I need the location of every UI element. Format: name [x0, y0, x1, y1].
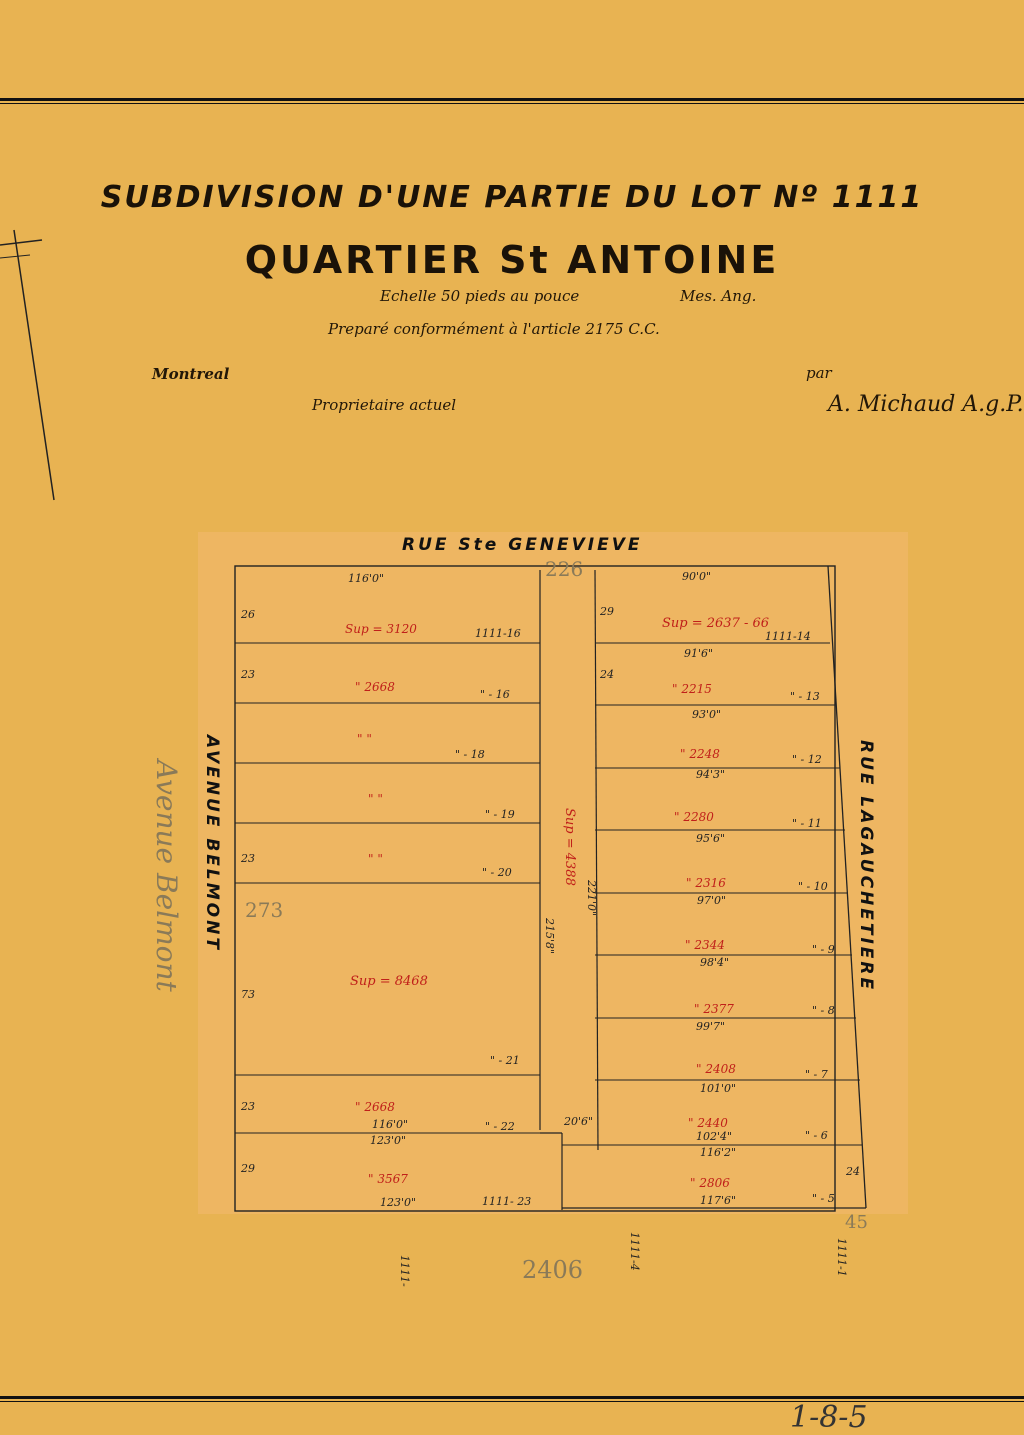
lane-dim3: 20'6" [564, 1115, 594, 1128]
lot-width: 23 [241, 1100, 255, 1113]
par-label: par [806, 364, 832, 382]
lot-sup: " " [368, 792, 383, 806]
lot-id: " - 16 [480, 688, 510, 701]
lot-id: " - 8 [812, 1004, 835, 1017]
bottom-left-dim: 123'0" [380, 1196, 417, 1209]
bottom-marker: 1111-4 [628, 1232, 641, 1271]
lot-sup: " 2408 [696, 1062, 736, 1076]
lot-sup: " 2248 [680, 747, 720, 761]
title-line2: QUARTIER St ANTOINE [244, 238, 780, 282]
street-top: RUE Ste GENEVIEVE [402, 535, 643, 555]
lot-dim: 101'0" [700, 1082, 737, 1095]
scale-text: Echelle 50 pieds au pouce [380, 287, 580, 305]
pencil-bottom-num: 2406 [522, 1256, 584, 1284]
pencil-avenue: Avenue Belmont [150, 760, 183, 992]
lot-id: " - 19 [485, 808, 515, 821]
lane-sup: Sup = 4388 [562, 808, 577, 886]
lot-width: 24 [846, 1165, 860, 1178]
lot-sup: " " [368, 852, 383, 866]
lot-id: " - 6 [805, 1129, 828, 1142]
scale-suffix: Mes. Ang. [680, 287, 757, 305]
lot-width: 73 [241, 988, 255, 1001]
lot-id: 1111-16 [475, 627, 521, 640]
lot-width: 23 [241, 668, 255, 681]
lot-sup: Sup = 3120 [345, 622, 417, 636]
prepared-text: Preparé conformément à l'article 2175 C.C. [328, 320, 660, 338]
lot-id: 1111- 23 [482, 1195, 532, 1208]
lot-sup: " 2280 [674, 810, 714, 824]
lot-dim: 95'6" [696, 832, 726, 845]
lot-sup: Sup = 8468 [350, 974, 428, 989]
lot-width: 29 [600, 605, 614, 618]
lot-width: 29 [241, 1162, 255, 1175]
bottom-marker: 1111-1 [835, 1238, 848, 1277]
city: Montreal [152, 365, 230, 383]
lot-id: " - 12 [792, 753, 822, 766]
lot-sup: " 2377 [694, 1002, 734, 1016]
lot-id: " - 18 [455, 748, 485, 761]
lot-dim: 93'0" [692, 708, 722, 721]
lot-id: " - 10 [798, 880, 828, 893]
lot-id: " - 5 [812, 1192, 835, 1205]
lot-sup: " 2344 [685, 938, 725, 952]
lot-dim: 94'3" [696, 768, 726, 781]
lot-dim: 91'6" [684, 647, 714, 660]
bottom-right-dim: 117'6" [700, 1194, 737, 1207]
lot-sup: " " [357, 732, 372, 746]
lane-dim1: 221'0" [585, 880, 598, 917]
lot-sup: " 3567 [368, 1172, 408, 1186]
lot-dim: 123'0" [370, 1134, 407, 1147]
bottom-right-dim: 102'4" [696, 1130, 733, 1143]
lot-id: 1111-14 [765, 630, 811, 643]
lot-sup: " 2316 [686, 876, 726, 890]
page-number: 1-8-5 [790, 1400, 868, 1435]
signature: A. Michaud A.g.P. [828, 392, 1024, 417]
lot-id: " - 7 [805, 1068, 828, 1081]
lot-dim: 116'0" [348, 572, 385, 585]
street-right: RUE LAGAUCHETIERE [856, 740, 876, 993]
lot-width: 23 [241, 852, 255, 865]
lot-dim: 99'7" [696, 1020, 726, 1033]
lot-sup: " 2440 [688, 1116, 728, 1130]
lot-id: " - 13 [790, 690, 820, 703]
title-line1: SUBDIVISION D'UNE PARTIE DU LOT Nº 1111 [100, 180, 924, 215]
lane-dim2: 215'8" [543, 918, 556, 955]
pencil-top-num: 226 [545, 557, 584, 581]
lot-id: " - 22 [485, 1120, 515, 1133]
lot-id: " - 9 [812, 943, 835, 956]
lot-sup: " 2806 [690, 1176, 730, 1190]
lot-sup: " 2215 [672, 682, 712, 696]
street-left: AVENUE BELMONT [202, 735, 222, 952]
lot-dim: 97'0" [697, 894, 727, 907]
lot-sup: " 2668 [355, 680, 395, 694]
lot-dim: 90'0" [682, 570, 712, 583]
pencil-right-num: 45 [845, 1212, 868, 1233]
lot-width: 24 [600, 668, 614, 681]
owner-label: Proprietaire actuel [312, 396, 457, 414]
lot-width: 26 [241, 608, 255, 621]
lot-sup: " 2668 [355, 1100, 395, 1114]
lot-dim: 116'2" [700, 1146, 737, 1159]
pencil-left-num: 273 [245, 898, 284, 922]
bottom-marker: 1111- [398, 1255, 411, 1287]
lot-id: " - 21 [490, 1054, 520, 1067]
lot-dim: 98'4" [700, 956, 730, 969]
lot-dim: 116'0" [372, 1118, 409, 1131]
lot-id: " - 20 [482, 866, 512, 879]
lot-sup: Sup = 2637 - 66 [662, 616, 770, 631]
lot-id: " - 11 [792, 817, 822, 830]
